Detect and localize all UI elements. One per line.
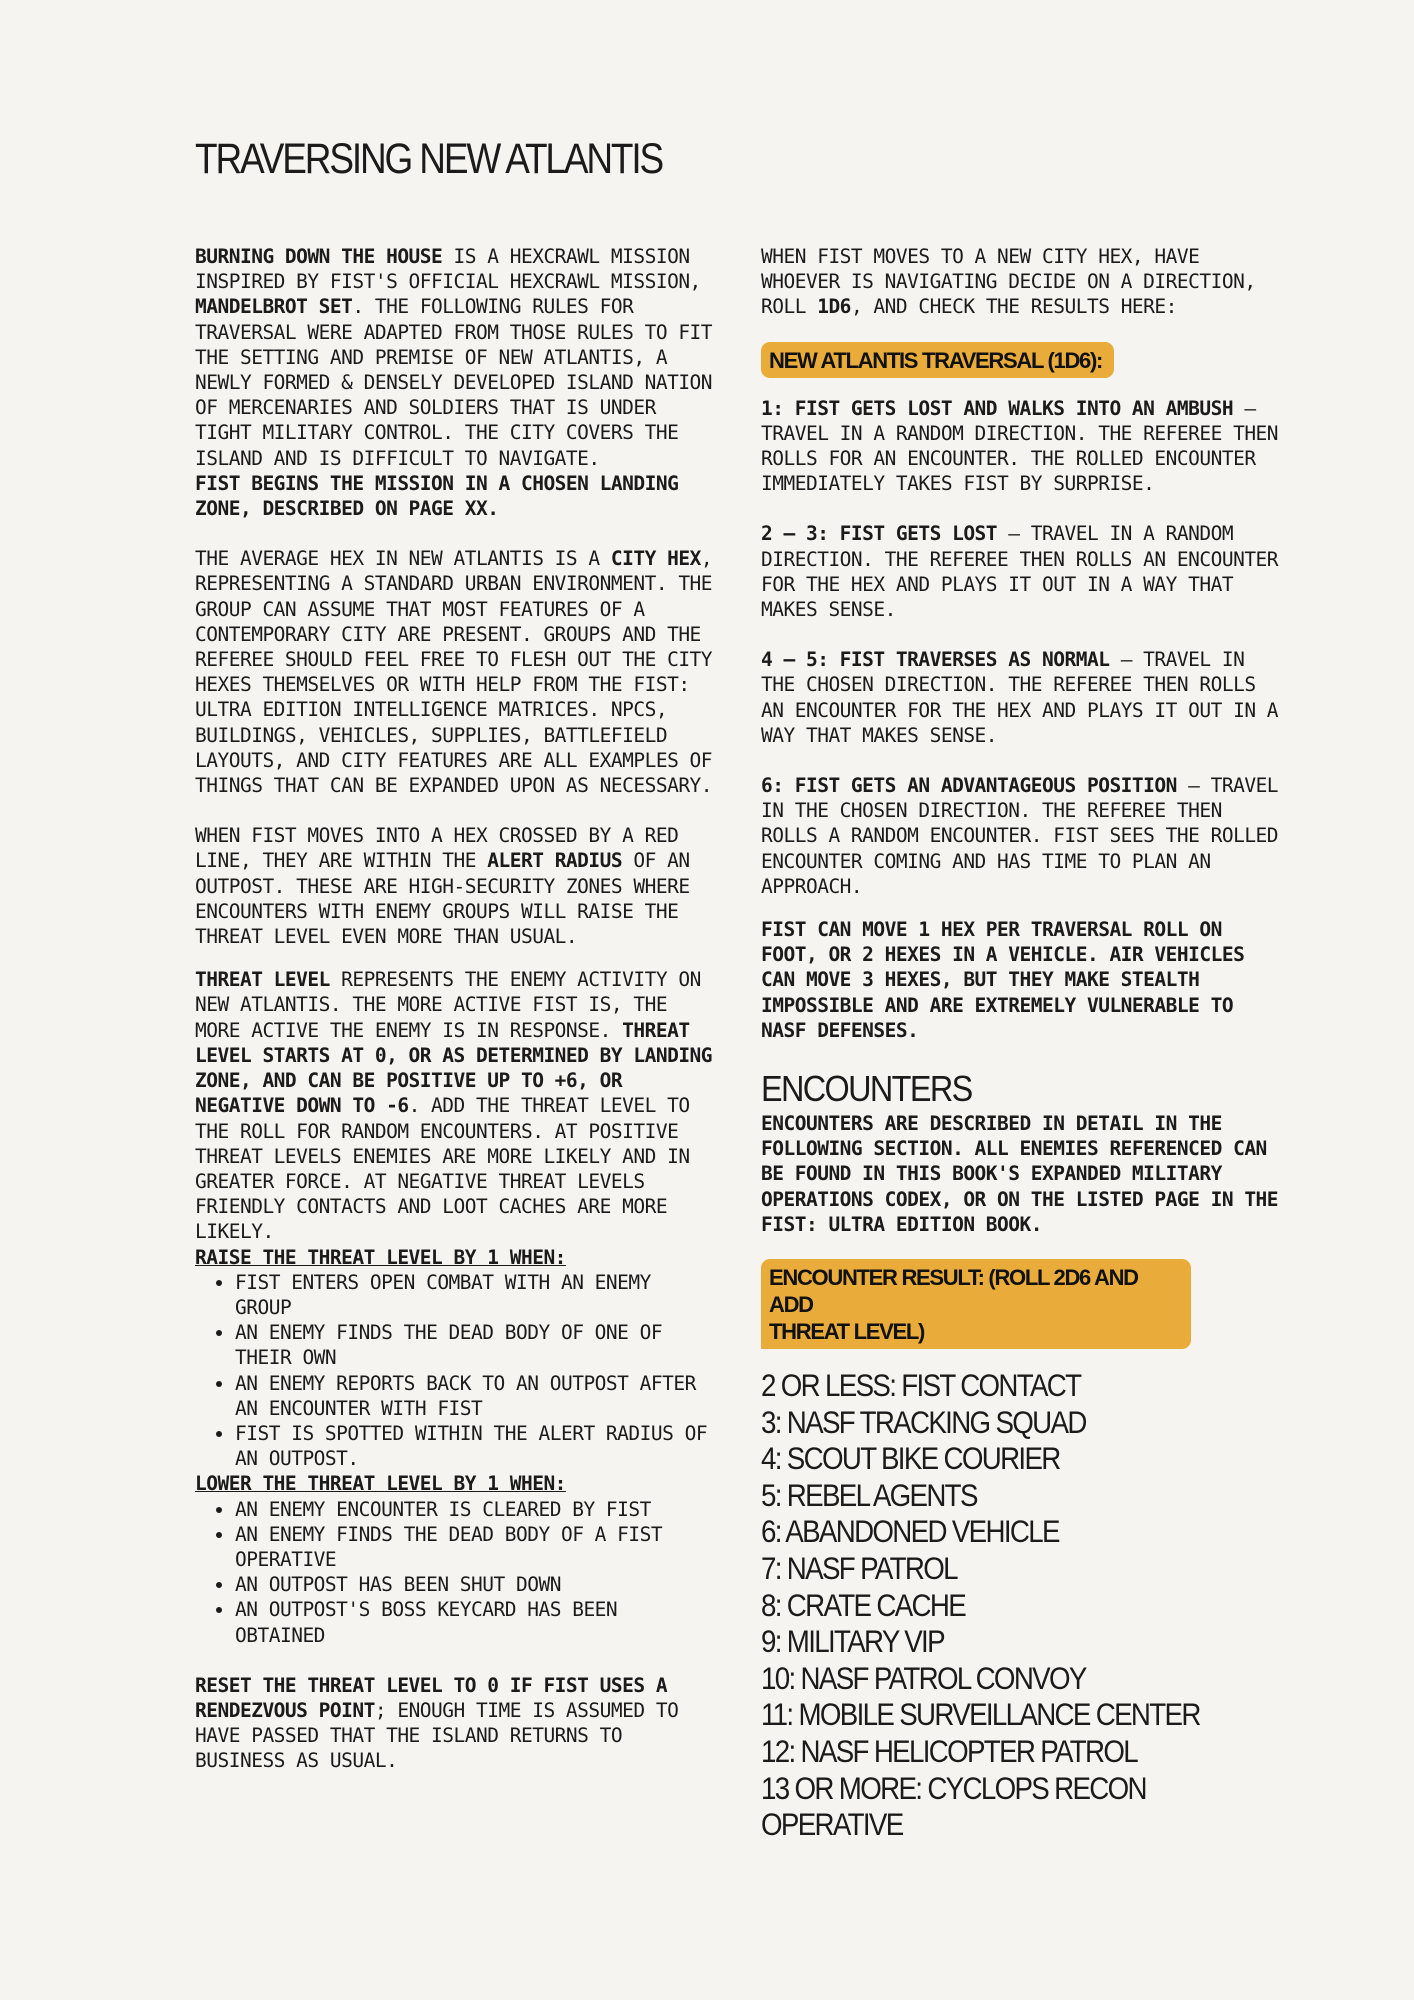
- lower-list: [195, 1497, 715, 1648]
- encounters-title: ENCOUNTERS: [761, 1068, 972, 1110]
- city-hex-text-2: , REPRESENTING A STANDARD URBAN ENVIRONMENT. THE GROUP CAN ASSUME THAT MOST FEATURES OF A CONTEMPORARY CITY ARE PRESENT. GROUPS AND THE REFEREE SHOULD FEEL FREE TO FLESH OUT THE CITY HEXES THEMSELVES OR WITH HELP FROM THE FIST: ULTRA EDITION INTELLIGENCE MATRICES. NPCS, BUILDINGS, VEHICLES, SUPPLIES, BATTLEFIELD LAYOUTS, AND CITY FEATURES ARE ALL EXAMPLES OF THINGS THAT CAN BE EXPANDED UPON AS NECESSARY.: [195, 547, 713, 798]
- alert-text-2: OF AN OUTPOST. THESE ARE HIGH-SECURITY ZONES WHERE ENCOUNTERS WITH ENEMY GROUPS WILL RAISE THE THREAT LEVEL EVEN MORE THAN USUAL.: [195, 849, 690, 949]
- raise-list: [195, 1270, 715, 1472]
- list-item: 6: ABANDONED VEHICLE: [761, 1513, 1059, 1550]
- reset-text: ; ENOUGH TIME IS ASSUMED TO HAVE PASSED THAT THE ISLAND RETURNS TO BUSINESS AS USUAL.: [195, 1698, 679, 1773]
- encounter-table-badge: [761, 1259, 1191, 1349]
- city-hex-term: CITY HEX: [610, 547, 701, 571]
- result-6-text: – TRAVEL IN THE CHOSEN DIRECTION. THE REFEREE THEN ROLLS A RANDOM ENCOUNTER. FIST SEES THE ROLLED ENCOUNTER COMING AND HAS TIME TO PLAN AN APPROACH.: [761, 774, 1279, 898]
- list-item: 8: CRATE CACHE: [761, 1586, 966, 1623]
- threat-text-2: . ADD THE THREAT LEVEL TO THE ROLL FOR RANDOM ENCOUNTERS. AT POSITIVE THREAT LEVELS ENEMIES ARE MORE LIKELY AND IN GREATER FORCE. AT NEGATIVE THREAT LEVELS FRIENDLY CONTACTS AND LOOT CACHES ARE MORE LIKELY.: [195, 1094, 690, 1244]
- lower-heading: LOWER THE THREAT LEVEL BY 1 WHEN:: [195, 1472, 566, 1496]
- encounter-badge-line-2: THREAT LEVEL): [769, 1319, 925, 1345]
- encounters-intro-text: ENCOUNTERS ARE DESCRIBED IN DETAIL IN THE FOLLOWING SECTION. ALL ENEMIES REFERENCED CAN BE FOUND IN THIS BOOK'S EXPANDED MILITARY OPERATIONS CODEX, OR ON THE LISTED PAGE IN THE FIST: ULTRA EDITION BOOK.: [761, 1112, 1279, 1236]
- result-2-3-text: – TRAVEL IN A RANDOM DIRECTION. THE REFEREE THEN ROLLS AN ENCOUNTER FOR THE HEX AND PLAYS IT OUT IN A WAY THAT MAKES SENSE.: [761, 522, 1279, 622]
- reset-paragraph: [195, 1673, 715, 1774]
- landing-zone-note: [195, 471, 715, 521]
- traversal-intro-text-2: , AND CHECK THE RESULTS HERE:: [850, 295, 1177, 319]
- list-item: • AN OUTPOST HAS BEEN SHUT DOWN: [235, 1572, 715, 1597]
- mission-name: BURNING DOWN THE HOUSE: [195, 245, 443, 268]
- result-1-label: 1: FIST GETS LOST AND WALKS INTO AN AMBUSH: [761, 396, 1234, 420]
- page-title: TRAVERSING NEW ATLANTIS: [195, 135, 662, 183]
- alert-radius-paragraph: [195, 823, 715, 949]
- movement-rule-text: FIST CAN MOVE 1 HEX PER TRAVERSAL ROLL ON FOOT, OR 2 HEXES IN A VEHICLE. AIR VEHICLES CAN MOVE 3 HEXES, BUT THEY MAKE STEALTH IMPOSSIBLE AND ARE EXTREMELY VULNERABLE TO NASF DEFENSES.: [761, 918, 1245, 1042]
- traversal-intro-text-1: WHEN FIST MOVES TO A NEW CITY HEX, HAVE WHOEVER IS NAVIGATING DECIDE ON A DIRECTION, ROLL: [761, 245, 1256, 319]
- alert-radius-term: ALERT RADIUS: [487, 849, 623, 873]
- list-item: • AN ENEMY ENCOUNTER IS CLEARED BY FIST: [235, 1497, 715, 1522]
- list-item: 7: NASF PATROL: [761, 1550, 957, 1587]
- result-2-3-label: 2 – 3: FIST GETS LOST: [761, 522, 998, 546]
- list-item: • AN ENEMY FINDS THE DEAD BODY OF A FIST OPERATIVE: [235, 1522, 715, 1572]
- result-6-label: 6: FIST GETS AN ADVANTAGEOUS POSITION: [761, 774, 1177, 798]
- list-item: OPERATIVE: [761, 1806, 903, 1843]
- traversal-result-1: [761, 396, 1281, 497]
- list-item: • AN ENEMY REPORTS BACK TO AN OUTPOST AFTER AN ENCOUNTER WITH FIST: [235, 1371, 715, 1421]
- alert-text-1: WHEN FIST MOVES INTO A HEX CROSSED BY A RED LINE, THEY ARE WITHIN THE: [195, 824, 679, 873]
- threat-level-paragraph: [195, 967, 715, 1244]
- result-4-5-text: – TRAVEL IN THE CHOSEN DIRECTION. THE REFEREE THEN ROLLS AN ENCOUNTER FOR THE HEX AND PLAYS IT OUT IN A WAY THAT MAKES SENSE.: [761, 648, 1279, 747]
- list-item: 9: MILITARY VIP: [761, 1623, 944, 1660]
- result-4-5-label: 4 – 5: FIST TRAVERSES AS NORMAL: [761, 648, 1110, 672]
- list-item: • AN ENEMY FINDS THE DEAD BODY OF ONE OF THEIR OWN: [235, 1320, 715, 1370]
- result-1-text: – TRAVEL IN A RANDOM DIRECTION. THE REFEREE THEN ROLLS FOR AN ENCOUNTER. THE ROLLED ENCOUNTER IMMEDIATELY TAKES FIST BY SURPRISE.: [761, 396, 1279, 496]
- raise-heading: RAISE THE THREAT LEVEL BY 1 WHEN:: [195, 1245, 566, 1269]
- left-column: [195, 244, 715, 1774]
- right-column: [761, 244, 1281, 1843]
- intro-text-2: . THE FOLLOWING RULES FOR TRAVERSAL WERE ADAPTED FROM THOSE RULES TO FIT THE SETTING AND PREMISE OF NEW ATLANTIS, A NEWLY FORMED & DENSELY DEVELOPED ISLAND NATION OF MERCENARIES AND SOLDIERS THAT IS UNDER TIGHT MILITARY CONTROL. THE CITY COVERS THE ISLAND AND IS DIFFICULT TO NAVIGATE.: [195, 295, 713, 470]
- list-item: 2 OR LESS: FIST CONTACT: [761, 1367, 1081, 1404]
- city-hex-text-1: THE AVERAGE HEX IN NEW ATLANTIS IS A: [195, 547, 611, 571]
- list-item: • AN OUTPOST'S BOSS KEYCARD HAS BEEN OBTAINED: [235, 1597, 715, 1647]
- traversal-table-badge: NEW ATLANTIS TRAVERSAL (1D6):: [761, 342, 1114, 378]
- list-item: 3: NASF TRACKING SQUAD: [761, 1403, 1086, 1440]
- list-item: 11: MOBILE SURVEILLANCE CENTER: [761, 1696, 1200, 1733]
- movement-rule: [761, 917, 1281, 1043]
- mandelbrot-set: MANDELBROT SET: [195, 295, 353, 319]
- encounter-badge-wrap: [761, 1259, 1281, 1349]
- encounter-results-list: [761, 1367, 1281, 1843]
- intro-paragraph: [195, 244, 715, 471]
- dice-1d6: 1D6: [817, 295, 851, 319]
- traversal-badge-wrap: [761, 342, 1281, 378]
- intro-text-1: IS A HEXCRAWL MISSION INSPIRED BY FIST'S OFFICIAL HEXCRAWL MISSION,: [195, 245, 701, 294]
- traversal-result-4-5: [761, 647, 1281, 748]
- city-hex-paragraph: [195, 546, 715, 798]
- threat-range: THREAT LEVEL STARTS AT 0, OR AS DETERMINED BY LANDING ZONE, AND CAN BE POSITIVE UP TO +6, OR NEGATIVE DOWN TO -6: [195, 1018, 713, 1118]
- reset-rule: RESET THE THREAT LEVEL TO 0 IF FIST USES A RENDEZVOUS POINT: [195, 1673, 668, 1722]
- threat-text-1: REPRESENTS THE ENEMY ACTIVITY ON NEW ATLANTIS. THE MORE ACTIVE FIST IS, THE MORE ACTIVE THE ENEMY IS IN RESPONSE.: [195, 968, 701, 1042]
- encounter-badge-line-1: ENCOUNTER RESULT: (ROLL 2D6 AND ADD: [769, 1265, 1138, 1318]
- list-item: 12: NASF HELICOPTER PATROL: [761, 1733, 1138, 1770]
- traversal-result-2-3: [761, 521, 1281, 622]
- landing-zone-text: FIST BEGINS THE MISSION IN A CHOSEN LANDING ZONE, DESCRIBED ON PAGE XX.: [195, 471, 679, 521]
- list-item: • FIST ENTERS OPEN COMBAT WITH AN ENEMY GROUP: [235, 1270, 715, 1320]
- encounters-intro: [761, 1111, 1281, 1237]
- traversal-intro: [761, 244, 1281, 320]
- threat-level-term: THREAT LEVEL: [195, 968, 330, 992]
- traversal-result-6: [761, 773, 1281, 899]
- list-item: 10: NASF PATROL CONVOY: [761, 1659, 1086, 1696]
- list-item: 5: REBEL AGENTS: [761, 1476, 977, 1513]
- list-item: 13 OR MORE: CYCLOPS RECON: [761, 1769, 1146, 1806]
- list-item: 4: SCOUT BIKE COURIER: [761, 1440, 1060, 1477]
- list-item: • FIST IS SPOTTED WITHIN THE ALERT RADIUS OF AN OUTPOST.: [235, 1421, 715, 1471]
